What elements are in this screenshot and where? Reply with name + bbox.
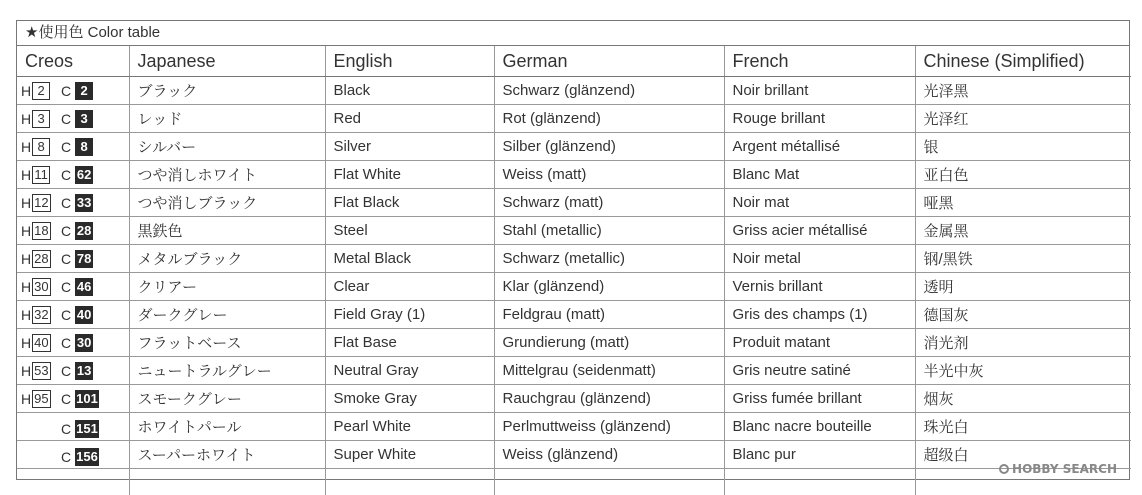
- chinese-cell: 钢/黑铁: [915, 245, 1131, 273]
- header-japanese: Japanese: [129, 46, 325, 77]
- color-table: [17, 46, 1131, 495]
- header-chinese: Chinese (Simplified): [915, 46, 1131, 77]
- creos-code-cell: [17, 441, 129, 469]
- german-cell: Schwarz (glänzend): [494, 77, 724, 105]
- creos-code-cell: [17, 217, 129, 245]
- english-cell: Field Gray (1): [325, 301, 494, 329]
- h-code-box: 95: [32, 390, 50, 408]
- japanese-cell: スーパーホワイト: [129, 441, 325, 469]
- english-cell: Pearl White: [325, 413, 494, 441]
- table-row: [17, 77, 1131, 105]
- c-code-box: 78: [75, 250, 93, 268]
- h-code-box: 18: [32, 222, 50, 240]
- c-code-box: 46: [75, 278, 93, 296]
- english-cell: Smoke Gray: [325, 385, 494, 413]
- french-cell: Produit matant: [724, 329, 915, 357]
- table-row: [17, 189, 1131, 217]
- japanese-cell: [129, 469, 325, 495]
- english-cell: [325, 469, 494, 495]
- c-letter: C: [61, 251, 71, 267]
- french-cell: Argent métallisé: [724, 133, 915, 161]
- c-code-box: 28: [75, 222, 93, 240]
- h-letter: H: [21, 139, 31, 155]
- c-code-box: 3: [75, 110, 93, 128]
- german-cell: Feldgrau (matt): [494, 301, 724, 329]
- table-title: ★使用色 Color table: [17, 21, 1129, 46]
- c-code-box: 101: [75, 390, 99, 408]
- japanese-cell: ニュートラルグレー: [129, 357, 325, 385]
- c-code-box: 156: [75, 448, 99, 466]
- h-letter: H: [21, 251, 31, 267]
- english-cell: Flat Base: [325, 329, 494, 357]
- h-letter: H: [21, 223, 31, 239]
- header-german: German: [494, 46, 724, 77]
- english-cell: Silver: [325, 133, 494, 161]
- chinese-cell: 德国灰: [915, 301, 1131, 329]
- german-cell: Weiss (glänzend): [494, 441, 724, 469]
- chinese-cell: 亚白色: [915, 161, 1131, 189]
- header-french: French: [724, 46, 915, 77]
- german-cell: Silber (glänzend): [494, 133, 724, 161]
- chinese-cell: 透明: [915, 273, 1131, 301]
- c-letter: C: [61, 449, 71, 465]
- h-letter: H: [21, 167, 31, 183]
- c-letter: C: [61, 335, 71, 351]
- table-row: [17, 413, 1131, 441]
- c-code-box: 30: [75, 334, 93, 352]
- english-cell: Clear: [325, 273, 494, 301]
- h-code-box: 2: [32, 82, 50, 100]
- table-row: [17, 441, 1131, 469]
- creos-code-cell: [17, 329, 129, 357]
- french-cell: Noir brillant: [724, 77, 915, 105]
- color-table-sheet: [16, 20, 1130, 480]
- creos-code-cell: [17, 385, 129, 413]
- chinese-cell: 光泽红: [915, 105, 1131, 133]
- english-cell: Steel: [325, 217, 494, 245]
- table-row: [17, 357, 1131, 385]
- japanese-cell: つや消しブラック: [129, 189, 325, 217]
- chinese-cell: 消光剂: [915, 329, 1131, 357]
- h-code-box: 53: [32, 362, 50, 380]
- german-cell: Perlmuttweiss (glänzend): [494, 413, 724, 441]
- header-row: [17, 46, 1131, 77]
- creos-code-cell: [17, 189, 129, 217]
- german-cell: Rot (glänzend): [494, 105, 724, 133]
- h-letter: H: [21, 83, 31, 99]
- chinese-cell: 银: [915, 133, 1131, 161]
- german-cell: Stahl (metallic): [494, 217, 724, 245]
- c-letter: C: [61, 167, 71, 183]
- japanese-cell: つや消しホワイト: [129, 161, 325, 189]
- table-row: [17, 329, 1131, 357]
- c-letter: C: [61, 83, 71, 99]
- h-letter: H: [21, 335, 31, 351]
- french-cell: Griss acier métallisé: [724, 217, 915, 245]
- japanese-cell: レッド: [129, 105, 325, 133]
- c-letter: C: [61, 139, 71, 155]
- c-code-box: 151: [75, 420, 99, 438]
- watermark-logo-icon: [999, 464, 1009, 474]
- h-code-box: 30: [32, 278, 50, 296]
- german-cell: Klar (glänzend): [494, 273, 724, 301]
- table-row: [17, 301, 1131, 329]
- table-row: [17, 133, 1131, 161]
- french-cell: Noir mat: [724, 189, 915, 217]
- japanese-cell: シルバー: [129, 133, 325, 161]
- english-cell: Neutral Gray: [325, 357, 494, 385]
- creos-code-cell: [17, 161, 129, 189]
- table-row: [17, 273, 1131, 301]
- french-cell: [724, 469, 915, 495]
- creos-code-cell: [17, 469, 129, 495]
- creos-code-cell: [17, 133, 129, 161]
- french-cell: Noir metal: [724, 245, 915, 273]
- c-letter: C: [61, 307, 71, 323]
- german-cell: Weiss (matt): [494, 161, 724, 189]
- table-row: [17, 469, 1131, 495]
- chinese-cell: 哑黑: [915, 189, 1131, 217]
- japanese-cell: フラットベース: [129, 329, 325, 357]
- german-cell: Rauchgrau (glänzend): [494, 385, 724, 413]
- chinese-cell: 超级白: [915, 441, 1131, 469]
- french-cell: Gris neutre satiné: [724, 357, 915, 385]
- table-row: [17, 217, 1131, 245]
- c-letter: C: [61, 195, 71, 211]
- c-code-box: 2: [75, 82, 93, 100]
- creos-code-cell: [17, 413, 129, 441]
- h-letter: H: [21, 279, 31, 295]
- japanese-cell: メタルブラック: [129, 245, 325, 273]
- french-cell: Gris des champs (1): [724, 301, 915, 329]
- h-code-box: 40: [32, 334, 50, 352]
- german-cell: Schwarz (matt): [494, 189, 724, 217]
- english-cell: Metal Black: [325, 245, 494, 273]
- creos-code-cell: [17, 105, 129, 133]
- japanese-cell: ホワイトパール: [129, 413, 325, 441]
- h-letter: H: [21, 111, 31, 127]
- h-code-box: 32: [32, 306, 50, 324]
- french-cell: Blanc pur: [724, 441, 915, 469]
- c-code-box: 8: [75, 138, 93, 156]
- chinese-cell: 烟灰: [915, 385, 1131, 413]
- c-letter: C: [61, 111, 71, 127]
- french-cell: Rouge brillant: [724, 105, 915, 133]
- french-cell: Vernis brillant: [724, 273, 915, 301]
- german-cell: Mittelgrau (seidenmatt): [494, 357, 724, 385]
- table-row: [17, 245, 1131, 273]
- japanese-cell: ブラック: [129, 77, 325, 105]
- c-letter: C: [61, 223, 71, 239]
- h-code-box: 12: [32, 194, 50, 212]
- english-cell: Black: [325, 77, 494, 105]
- c-letter: C: [61, 279, 71, 295]
- german-cell: Schwarz (metallic): [494, 245, 724, 273]
- english-cell: Super White: [325, 441, 494, 469]
- creos-code-cell: [17, 357, 129, 385]
- c-code-box: 33: [75, 194, 93, 212]
- c-letter: C: [61, 421, 71, 437]
- french-cell: Blanc Mat: [724, 161, 915, 189]
- french-cell: Blanc nacre bouteille: [724, 413, 915, 441]
- c-code-box: 62: [75, 166, 93, 184]
- chinese-cell: 半光中灰: [915, 357, 1131, 385]
- japanese-cell: ダークグレー: [129, 301, 325, 329]
- c-letter: C: [61, 391, 71, 407]
- creos-code-cell: [17, 245, 129, 273]
- h-code-box: 11: [32, 166, 50, 184]
- header-english: English: [325, 46, 494, 77]
- h-letter: H: [21, 391, 31, 407]
- chinese-cell: 光泽黑: [915, 77, 1131, 105]
- creos-code-cell: [17, 77, 129, 105]
- creos-code-cell: [17, 301, 129, 329]
- h-code-box: 28: [32, 250, 50, 268]
- h-code-box: 8: [32, 138, 50, 156]
- japanese-cell: クリアー: [129, 273, 325, 301]
- h-letter: H: [21, 363, 31, 379]
- japanese-cell: スモークグレー: [129, 385, 325, 413]
- c-code-box: 13: [75, 362, 93, 380]
- h-letter: H: [21, 307, 31, 323]
- watermark-text: HOBBY SEARCH: [1012, 462, 1117, 476]
- french-cell: Griss fumée brillant: [724, 385, 915, 413]
- chinese-cell: 金属黑: [915, 217, 1131, 245]
- german-cell: Grundierung (matt): [494, 329, 724, 357]
- h-code-box: 3: [32, 110, 50, 128]
- header-creos: Creos: [17, 46, 129, 77]
- german-cell: [494, 469, 724, 495]
- english-cell: Red: [325, 105, 494, 133]
- japanese-cell: 黒鉄色: [129, 217, 325, 245]
- table-row: [17, 105, 1131, 133]
- table-row: [17, 385, 1131, 413]
- english-cell: Flat Black: [325, 189, 494, 217]
- c-code-box: 40: [75, 306, 93, 324]
- watermark: [999, 462, 1117, 476]
- c-letter: C: [61, 363, 71, 379]
- h-letter: H: [21, 195, 31, 211]
- creos-code-cell: [17, 273, 129, 301]
- english-cell: Flat White: [325, 161, 494, 189]
- table-row: [17, 161, 1131, 189]
- chinese-cell: 珠光白: [915, 413, 1131, 441]
